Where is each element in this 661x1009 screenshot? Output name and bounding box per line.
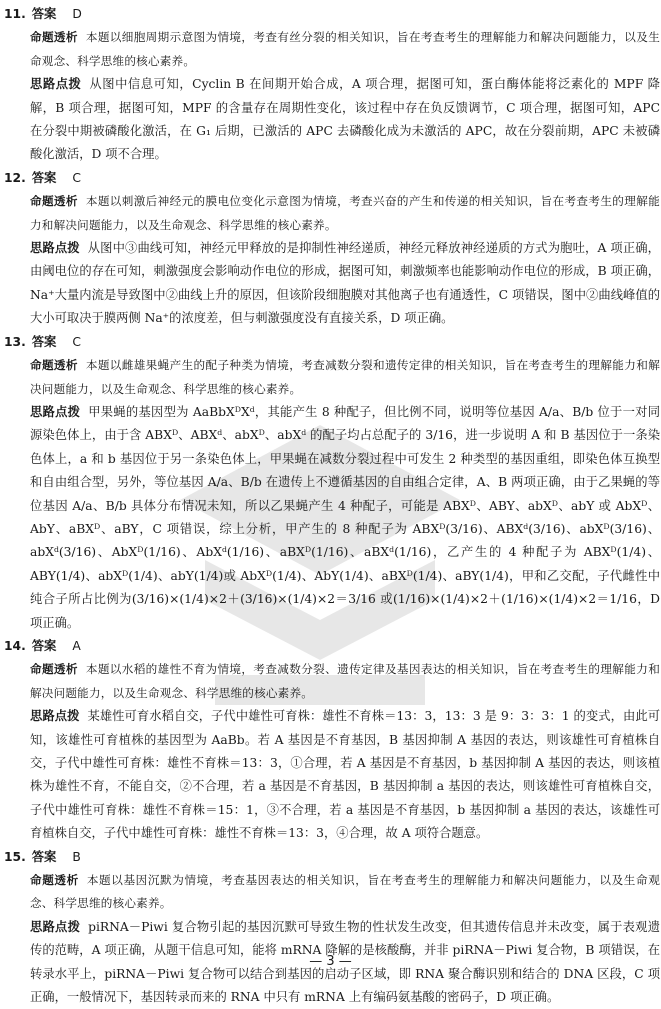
question-12	[4, 167, 660, 331]
answer-line	[4, 3, 660, 26]
answer-value: B	[72, 849, 81, 864]
analysis-label: 命题透析	[30, 873, 79, 888]
question-13	[4, 331, 660, 635]
answer-label: 答案	[31, 334, 57, 349]
hint-text: 某雄性可育水稻自交，子代中雄性可育株：雄性不育株＝13：3，13：3 是 9：3：3：1 的变式，由此可知，该雄性可育植株的基因型为 AaBb。若 A 基因是不育基因，B 基因抑制 A 基因的表达，则该雄性可育植株自交，子代中雄性可育株：雄性不育株＝13：3，①合理，若 A 基因是不育基因，b 基因抑制 A 基因的表达，则该植株为雄性不育，不能自交，②不合理，若 a 基因是不育基因，B 基因抑制 a 基因的表达，则该雄性可育植株自交，子代中雄性可育株：雄性不育株＝15：1，③不合理，若 a 基因是不育基因，b 基因抑制 a 基因的表达，该雄性可育植株自交，子代中雄性可育株：雄性不育株＝13：3，④合理，故 A 项符合题意。	[30, 709, 660, 841]
hint-text: 从图中信息可知，Cyclin B 在间期开始合成，A 项合理，据图可知，蛋白酶体能将泛素化的 MPF 降解，B 项合理，据图可知，MPF 的含量存在周期性变化，该过程中存在负反馈调节，C 项合理，据图可知，APC 在分裂中期被磷酸化激活，在 G₁ 后期，已激活的 APC 去磷酸化成为未激活的 APC，故在分裂前期，APC 未被磷酸化激活，D 项不合理。	[30, 77, 660, 162]
analysis-text: 本题以基因沉默为情境，考查基因表达的相关知识，旨在考查考生的理解能力和解决问题能力，以及生命观念、科学思维的核心素养。	[30, 873, 660, 911]
analysis-text: 本题以细胞周期示意图为情境，考查有丝分裂的相关知识，旨在考查考生的理解能力和解决问题能力，以及生命观念、科学思维的核心素养。	[30, 30, 660, 68]
hint-text: 从图中③曲线可知，神经元甲释放的是抑制性神经递质，神经元释放神经递质的方式为胞吐，A 项正确，由阈电位的存在可知，刺激强度会影响动作电位的形成，据图可知，刺激频率也能影响动作电位的形成，B 项正确，Na⁺大量内流是导致图中②曲线上升的原因，但该阶段细胞膜对其他离子也有通透性，C 项错误，图中②曲线峰值的大小可取决于膜两侧 Na⁺的浓度差，但与刺激强度没有直接关系，D 项正确。	[30, 241, 660, 326]
analysis-text: 本题以水稻的雄性不育为情境，考查减数分裂、遗传定律及基因表达的相关知识，旨在考查考生的理解能力和解决问题能力，以及生命观念、科学思维的核心素养。	[30, 662, 660, 700]
hint-label: 思路点拨	[30, 241, 80, 256]
answer-line	[4, 846, 660, 869]
hint-text: 甲果蝇的基因型为 AaBbXᴰXᵈ，其能产生 8 种配子，但比例不同，说明等位基因 A/a、B/b 位于一对同源染色体上，由于含 ABXᴰ、ABXᵈ、abXᴰ、abXᵈ 的配子均占总配子的 3/16，进一步说明 A 和 B 基因位于一条染色体上，a 和 b 基因位于另一条染色体上，甲果蝇在减数分裂过程中可发生 2 种类型的基因重组，即染色体互换型和自由组合型，另外，等位基因 A/a、B/b 在遗传上不遵循基因的自由组合定律，A、B 两项正确，由于乙果蝇的等位基因 A/a、B/b 具体分布情况未知，所以乙果蝇产生 4 种配子，可能是 ABXᴰ、ABY、abXᴰ、abY 或 AbXᴰ、AbY、aBXᴰ、aBY，C 项错误，综上分析，甲产生的 8 种配子为 ABXᴰ(3/16)、ABXᵈ(3/16)、abXᴰ(3/16)、abXᵈ(3/16)、AbXᴰ(1/16)、AbXᵈ(1/16)、aBXᴰ(1/16)、aBXᵈ(1/16)，乙产生的 4 种配子为 ABXᴰ(1/4)、ABY(1/4)、abXᴰ(1/4)、abY(1/4)或 AbXᴰ(1/4)、AbY(1/4)、aBXᴰ(1/4)、aBY(1/4)，甲和乙交配，子代雌性中纯合子所占比例为(3/16)×(1/4)×2＋(3/16)×(1/4)×2＝3/16 或(1/16)×(1/4)×2＋(1/16)×(1/4)×2＝1/16，D 项正确。	[30, 404, 660, 630]
answer-value: C	[72, 170, 81, 185]
analysis-label: 命题透析	[30, 30, 78, 45]
analysis-label: 命题透析	[30, 358, 78, 373]
answer-value: A	[72, 638, 81, 653]
question-15	[4, 846, 660, 1009]
analysis-text: 本题以刺激后神经元的膜电位变化示意图为情境，考查兴奋的产生和传递的相关知识，旨在考查考生的理解能力和解决问题能力，以及生命观念、科学思维的核心素养。	[30, 194, 660, 232]
answer-label: 答案	[31, 7, 57, 21]
question-14	[4, 635, 660, 846]
hint-text: piRNA－Piwi 复合物引起的基因沉默可导致生物的性状发生改变，但其遗传信息并未改变，属于表观遗传的范畴，A 项正确，从题干信息可知，能将 mRNA 降解的是核酸酶，并非 piRNA－Piwi 复合物，B 项错误，在转录水平上，piRNA－Piwi 复合物可以结合到基因的启动子区域，即 RNA 聚合酶识别和结合的 DNA 区段，C 项正确，一般情况下，基因转录而来的 RNA 中只有 mRNA 上有编码氨基酸的密码子，D 项正确。	[30, 919, 660, 1005]
question-number: 12.	[4, 170, 26, 185]
answer-label: 答案	[31, 170, 57, 185]
answer-line	[4, 331, 660, 354]
answer-value: D	[72, 7, 82, 21]
page-number: — 3 —	[309, 954, 352, 969]
answer-label: 答案	[31, 638, 57, 653]
hint-label: 思路点拨	[30, 709, 80, 724]
answer-line	[4, 167, 660, 190]
question-number: 14.	[4, 638, 26, 653]
question-number: 13.	[4, 334, 26, 349]
answer-value: C	[72, 334, 81, 349]
analysis-label: 命题透析	[30, 194, 78, 209]
question-number: 11.	[4, 7, 26, 21]
hint-label: 思路点拨	[30, 919, 81, 934]
hint-label: 思路点拨	[30, 404, 81, 419]
answer-sheet	[4, 3, 660, 1009]
answer-line	[4, 635, 660, 658]
question-number: 15.	[4, 849, 26, 864]
question-11	[4, 3, 660, 167]
hint-label: 思路点拨	[30, 77, 82, 92]
analysis-label: 命题透析	[30, 662, 78, 677]
analysis-text: 本题以雌雄果蝇产生的配子种类为情境，考查减数分裂和遗传定律的相关知识，旨在考查考生的理解能力和解决问题能力，以及生命观念、科学思维的核心素养。	[30, 358, 660, 396]
answer-label: 答案	[31, 849, 57, 864]
